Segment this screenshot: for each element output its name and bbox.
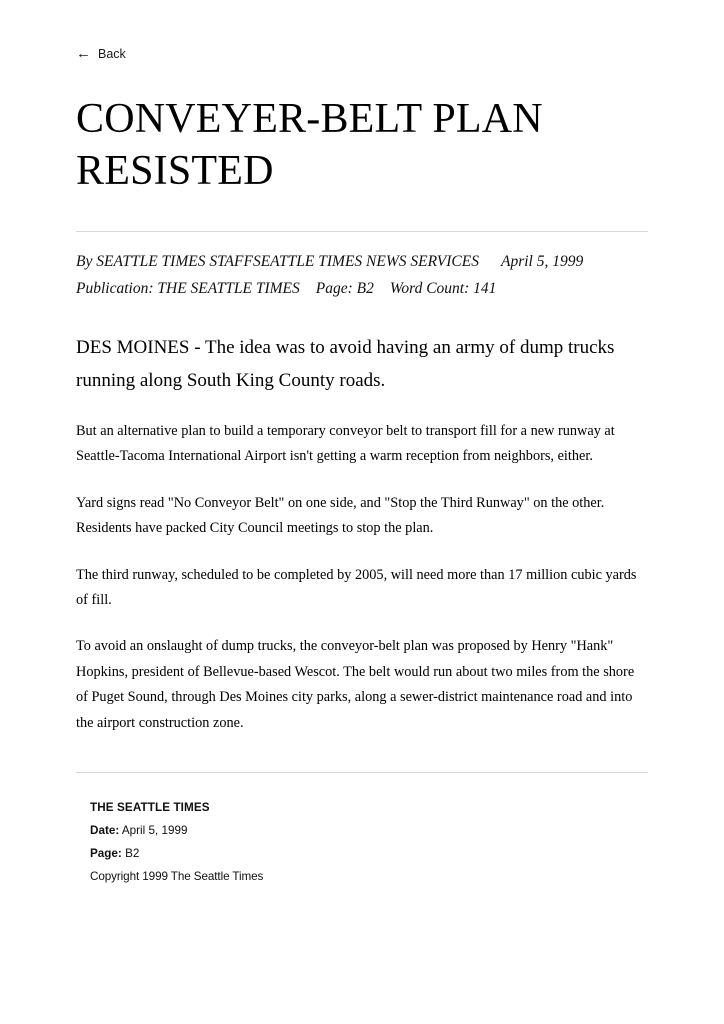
article-paragraph: Yard signs read "No Conveyor Belt" on one side, and "Stop the Third Runway" on the other. Residents have packed City Council meetings to stop the plan. bbox=[76, 494, 605, 537]
article-lede: DES MOINES - The idea was to avoid having an army of dump trucks running along South King County roads. bbox=[76, 337, 615, 392]
byline-line-1 bbox=[76, 249, 648, 276]
byline-date: April 5, 1999 bbox=[501, 253, 584, 271]
byline-page: B2 bbox=[356, 279, 374, 297]
article-footer bbox=[76, 797, 648, 888]
footer-copyright: Copyright 1999 The Seattle Times bbox=[90, 869, 264, 883]
footer-date-label: Date: bbox=[90, 824, 120, 837]
byline-word-count: 141 bbox=[473, 279, 497, 297]
footer-date-row bbox=[90, 820, 648, 843]
byline-line-2 bbox=[76, 276, 648, 303]
footer-page-label: Page: bbox=[90, 846, 122, 860]
back-button[interactable] bbox=[76, 46, 126, 61]
page-title: CONVEYER-BELT PLAN RESISTED bbox=[76, 96, 543, 195]
header-divider bbox=[76, 231, 648, 232]
article-paragraph: But an alternative plan to build a temporary conveyor belt to transport fill for a new runway at Seattle-Tacoma International Airport isn't getting a warm reception from neighbors, either. bbox=[76, 422, 615, 465]
footer-page: B2 bbox=[125, 846, 140, 860]
byline-publication-label: Publication: bbox=[76, 279, 154, 297]
footer-date: April 5, 1999 bbox=[121, 824, 188, 837]
back-button-label: Back bbox=[98, 46, 126, 61]
footer-divider bbox=[76, 772, 648, 773]
byline bbox=[76, 249, 648, 302]
byline-page-label: Page: bbox=[315, 279, 353, 297]
arrow-left-icon: ← bbox=[76, 45, 91, 62]
byline-word-count-label: Word Count: bbox=[389, 279, 470, 297]
footer-page-row bbox=[90, 843, 648, 866]
byline-author: By SEATTLE TIMES STAFFSEATTLE TIMES NEWS SERVICES bbox=[76, 253, 479, 271]
article-paragraph: To avoid an onslaught of dump trucks, the conveyor-belt plan was proposed by Henry "Hank" Hopkins, president of Bellevue-based Wescot. The belt would run about two miles from the shore of Puget Sound, through Des Moines city parks, along a sewer-district maintenance road and into the airport construction zone. bbox=[76, 638, 635, 731]
footer-publication: THE SEATTLE TIMES bbox=[90, 801, 210, 815]
byline-publication: THE SEATTLE TIMES bbox=[157, 279, 300, 297]
article-paragraph: The third runway, scheduled to be completed by 2005, will need more than 17 million cubic yards of fill. bbox=[76, 566, 637, 608]
